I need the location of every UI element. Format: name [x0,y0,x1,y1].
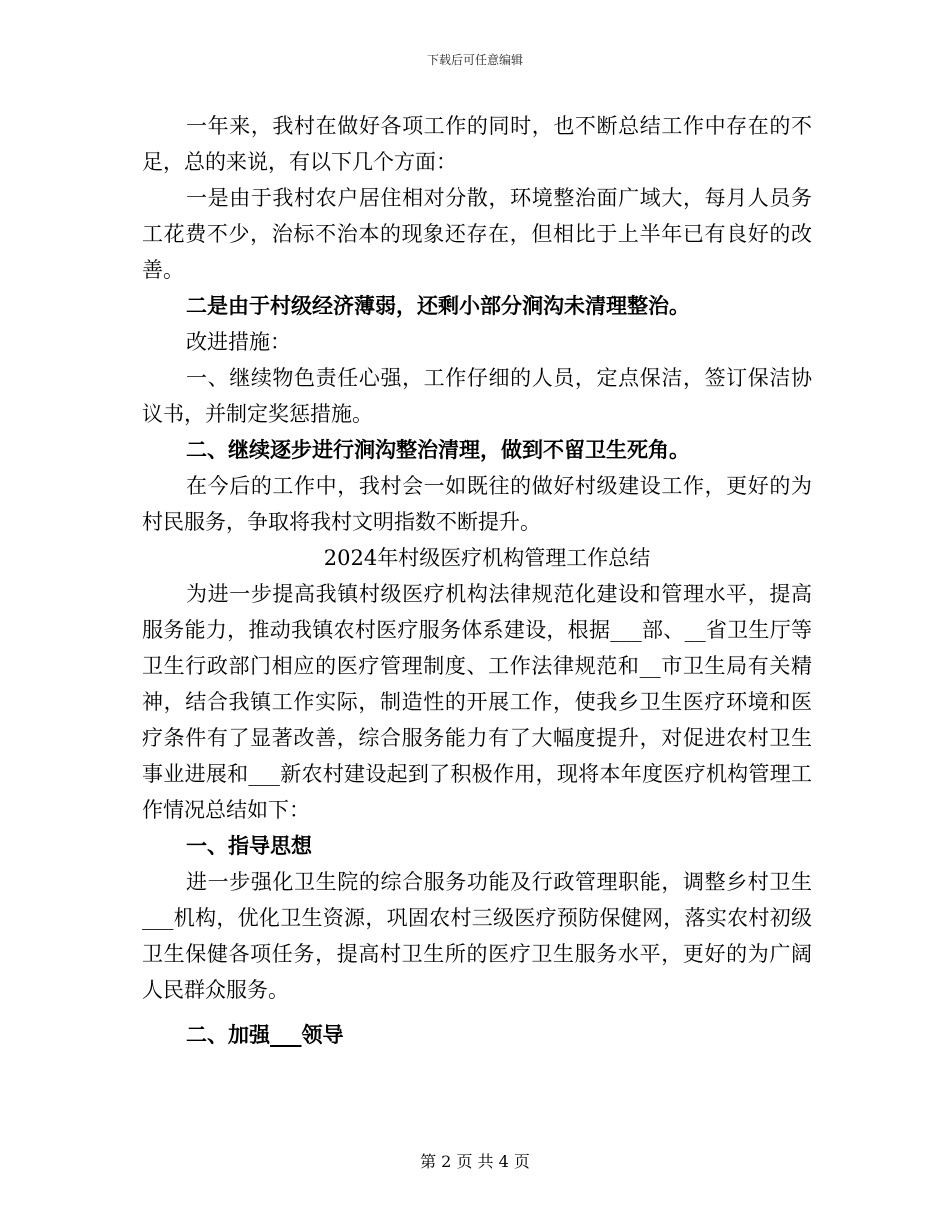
section-heading-guiding-thought: 一、指导思想 [186,833,312,858]
page-number: 第 2 页 共 4 页 [420,1152,530,1171]
paragraph-issue-two: 二是由于村级经济薄弱，还剩小部分涧沟未清理整治。 [186,293,690,318]
paragraph-measure-one: 一、继续物色责任心强，工作仔细的人员，定点保洁，签订保洁协议书，并制定奖惩措施。 [142,366,812,426]
paragraph-outlook: 在今后的工作中，我村会一如既往的做好村级建设工作，更好的为村民服务，争取将我村文明指数不断提升。 [142,474,812,534]
paragraph-measure-two: 二、继续逐步进行涧沟整治清理，做到不留卫生死角。 [186,437,690,462]
paragraph-summary-intro: 一年来，我村在做好各项工作的同时，也不断总结工作中存在的不足，总的来说，有以下几个方面： [142,114,812,174]
page-header-note: 下载后可任意编辑 [426,53,523,67]
paragraph-medical-intro: 为进一步提高我镇村级医疗机构法律规范化建设和管理水平，提高服务能力，推动我镇农村医疗服务体系建设，根据___部、__省卫生厅等卫生行政部门相应的医疗管理制度、工作法律规范和__市卫生局有关精神，结合我镇工作实际，制造性的开展工作，使我乡卫生医疗环境和医疗条件有了显著改善，综合服务能力有了大幅度提升，对促进农村卫生事业进展和___新农村建设起到了积极作用，现将本年度医疗机构管理工作情况总结如下： [142,582,812,822]
paragraph-issue-one: 一是由于我村农户居住相对分散，环境整治面广域大，每月人员务工花费不少，治标不治本的现象还存在，但相比于上半年已有良好的改善。 [142,186,812,282]
section-heading-leadership: 二、加强___领导 [186,1022,344,1047]
document-body [142,108,812,1053]
document-title: 2024年村级医疗机构管理工作总结 [323,546,651,570]
paragraph-guiding-thought: 进一步强化卫生院的综合服务功能及行政管理职能，调整乡村卫生___机构，优化卫生资源，巩固农村三级医疗预防保健网，落实农村初级卫生保健各项任务，提高村卫生所的医疗卫生服务水平，更好的为广阔人民群众服务。 [142,870,812,1002]
paragraph-improvement-heading: 改进措施： [186,330,291,354]
